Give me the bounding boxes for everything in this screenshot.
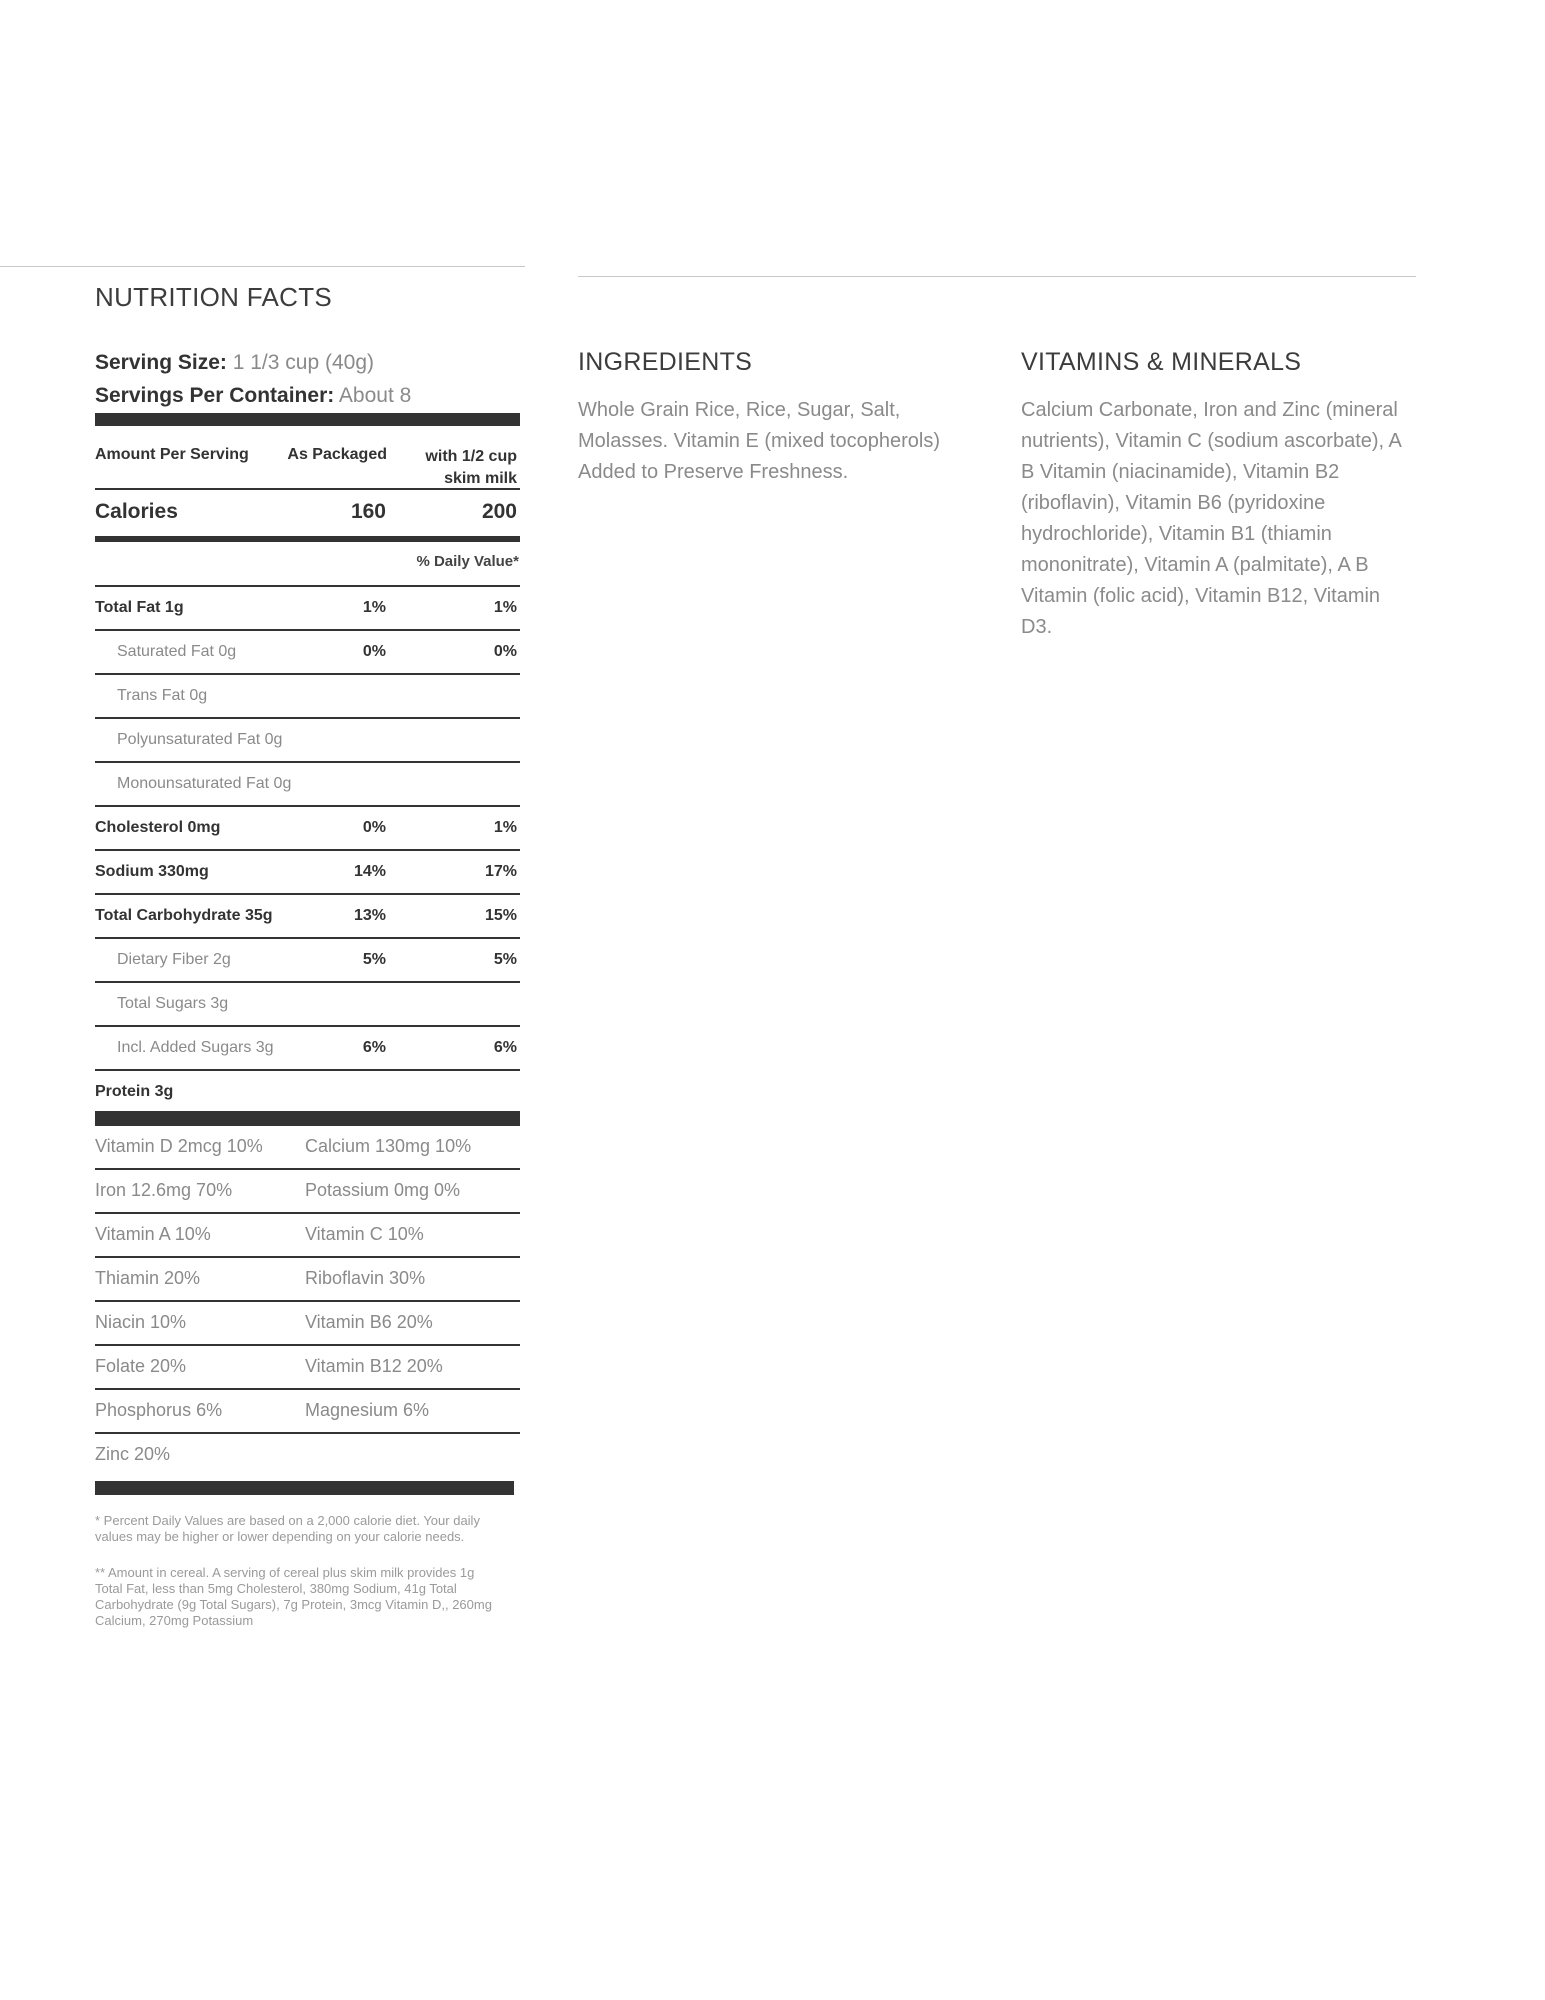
vitamin-row	[95, 1126, 520, 1170]
ingredients-text: Whole Grain Rice, Rice, Sugar, Salt, Molasses. Vitamin E (mixed tocopherols) Added to Preserve Freshness.	[578, 399, 940, 483]
header-amount-per-serving: Amount Per Serving	[95, 446, 249, 463]
row-label: Protein 3g	[95, 1083, 174, 1100]
vitamin-right: Magnesium 6%	[305, 1400, 430, 1420]
calories-with-milk: 200	[481, 500, 517, 523]
vitamin-left: Thiamin 20%	[95, 1268, 201, 1288]
table-row	[95, 631, 520, 675]
vitamin-left: Vitamin D 2mcg 10%	[95, 1136, 263, 1156]
vitamin-row	[95, 1258, 520, 1302]
vitamin-left: Zinc 20%	[95, 1444, 171, 1464]
calories-packaged: 160	[350, 500, 386, 523]
header-with-milk-line1: with 1/2 cup	[425, 448, 517, 465]
row-with-milk: 1%	[493, 599, 517, 616]
divider	[578, 276, 1416, 277]
vitamin-right: Vitamin C 10%	[305, 1224, 424, 1244]
ingredients-section	[578, 348, 968, 488]
row-label: Total Carbohydrate 35g	[95, 907, 273, 924]
vitamin-left: Phosphorus 6%	[95, 1400, 223, 1420]
footnote-amount-in-cereal: ** Amount in cereal. A serving of cereal plus skim milk provides 1g Total Fat, less than 5mg Cholesterol, 380mg Sodium, 41g Total Carbohydrate (9g Total Sugars), 7g Protein, 3mcg Vitamin D,, 260mg Calcium, 270mg Potassium	[95, 1565, 492, 1628]
serving-size-value: 1 1/3 cup (40g)	[232, 351, 374, 374]
table-row	[95, 763, 520, 807]
vitamin-row	[95, 1434, 520, 1476]
vitamins-table	[95, 1126, 520, 1476]
row-label: Monounsaturated Fat 0g	[117, 775, 292, 792]
servings-value: About 8	[338, 384, 412, 407]
row-label: Trans Fat 0g	[117, 687, 208, 704]
row-with-milk: 15%	[484, 907, 517, 924]
table-row	[95, 675, 520, 719]
row-packaged: 13%	[353, 907, 386, 924]
row-label: Total Sugars 3g	[117, 995, 229, 1012]
vitamin-row	[95, 1214, 520, 1258]
table-row	[95, 851, 520, 895]
nutrition-facts-title: NUTRITION FACTS	[95, 282, 333, 312]
vitamin-row	[95, 1302, 520, 1346]
row-packaged: 1%	[362, 599, 386, 616]
vitamin-right: Vitamin B6 20%	[305, 1312, 433, 1332]
vitamin-left: Vitamin A 10%	[95, 1224, 211, 1244]
ingredients-title: INGREDIENTS	[578, 348, 753, 376]
table-row	[95, 939, 520, 983]
vitamin-right: Riboflavin 30%	[305, 1268, 426, 1288]
row-label: Total Fat 1g	[95, 599, 184, 616]
table-row	[95, 983, 520, 1027]
vitamins-minerals-text: Calcium Carbonate, Iron and Zinc (mineral nutrients), Vitamin C (sodium ascorbate), A B Vitamin (niacinamide), Vitamin B2 (riboflavin), Vitamin B6 (pyridoxine hydrochloride), Vitamin B1 (thiamin mononitrate), Vitamin A (palmitate), A B Vitamin (folic acid), Vitamin B12, Vitamin D3.	[1021, 399, 1401, 638]
row-with-milk: 0%	[493, 643, 517, 660]
vitamin-right: Potassium 0mg 0%	[305, 1180, 461, 1200]
vitamin-right: Vitamin B12 20%	[305, 1356, 443, 1376]
footnote-daily-values: * Percent Daily Values are based on a 2,000 calorie diet. Your daily values may be higher or lower depending on your calorie needs.	[95, 1513, 480, 1544]
calories-label: Calories	[95, 500, 178, 523]
row-with-milk: 1%	[493, 819, 517, 836]
row-label: Saturated Fat 0g	[117, 643, 237, 660]
servings-label: Servings Per Container:	[95, 384, 335, 407]
table-header	[95, 426, 520, 490]
thick-divider	[95, 413, 520, 426]
row-label: Dietary Fiber 2g	[117, 951, 231, 968]
table-row	[95, 587, 520, 631]
row-packaged: 14%	[353, 863, 386, 880]
table-row	[95, 719, 520, 763]
row-packaged: 0%	[362, 819, 386, 836]
thick-divider	[95, 1111, 520, 1126]
header-with-milk-line2: skim milk	[444, 470, 517, 487]
table-row	[95, 895, 520, 939]
header-with-milk	[425, 446, 517, 490]
row-with-milk: 17%	[484, 863, 517, 880]
divider	[0, 266, 525, 267]
vitamin-right: Calcium 130mg 10%	[305, 1136, 472, 1156]
row-packaged: 0%	[362, 643, 386, 660]
daily-value-label: % Daily Value*	[416, 553, 519, 570]
vitamin-row	[95, 1170, 520, 1214]
header-as-packaged: As Packaged	[287, 446, 387, 463]
vitamin-left: Iron 12.6mg 70%	[95, 1180, 233, 1200]
thick-divider	[95, 1481, 514, 1495]
serving-size-label: Serving Size:	[95, 351, 227, 374]
row-label: Sodium 330mg	[95, 863, 209, 880]
row-label: Incl. Added Sugars 3g	[117, 1039, 274, 1056]
row-with-milk: 6%	[493, 1039, 517, 1056]
row-with-milk: 5%	[493, 951, 517, 968]
row-packaged: 5%	[362, 951, 386, 968]
daily-value-header	[95, 542, 520, 587]
vitamin-row	[95, 1346, 520, 1390]
row-label: Polyunsaturated Fat 0g	[117, 731, 283, 748]
row-packaged: 6%	[362, 1039, 386, 1056]
vitamin-left: Niacin 10%	[95, 1312, 187, 1332]
row-label: Cholesterol 0mg	[95, 819, 221, 836]
vitamin-left: Folate 20%	[95, 1356, 187, 1376]
vitamins-minerals-title: VITAMINS & MINERALS	[1021, 348, 1302, 376]
table-row	[95, 1071, 520, 1115]
nutrition-table	[95, 426, 520, 1115]
table-row	[95, 1027, 520, 1071]
vitamin-row	[95, 1390, 520, 1434]
serving-info	[95, 346, 411, 412]
table-row	[95, 807, 520, 851]
vitamins-minerals-section	[1021, 348, 1416, 643]
calories-row	[95, 490, 520, 542]
